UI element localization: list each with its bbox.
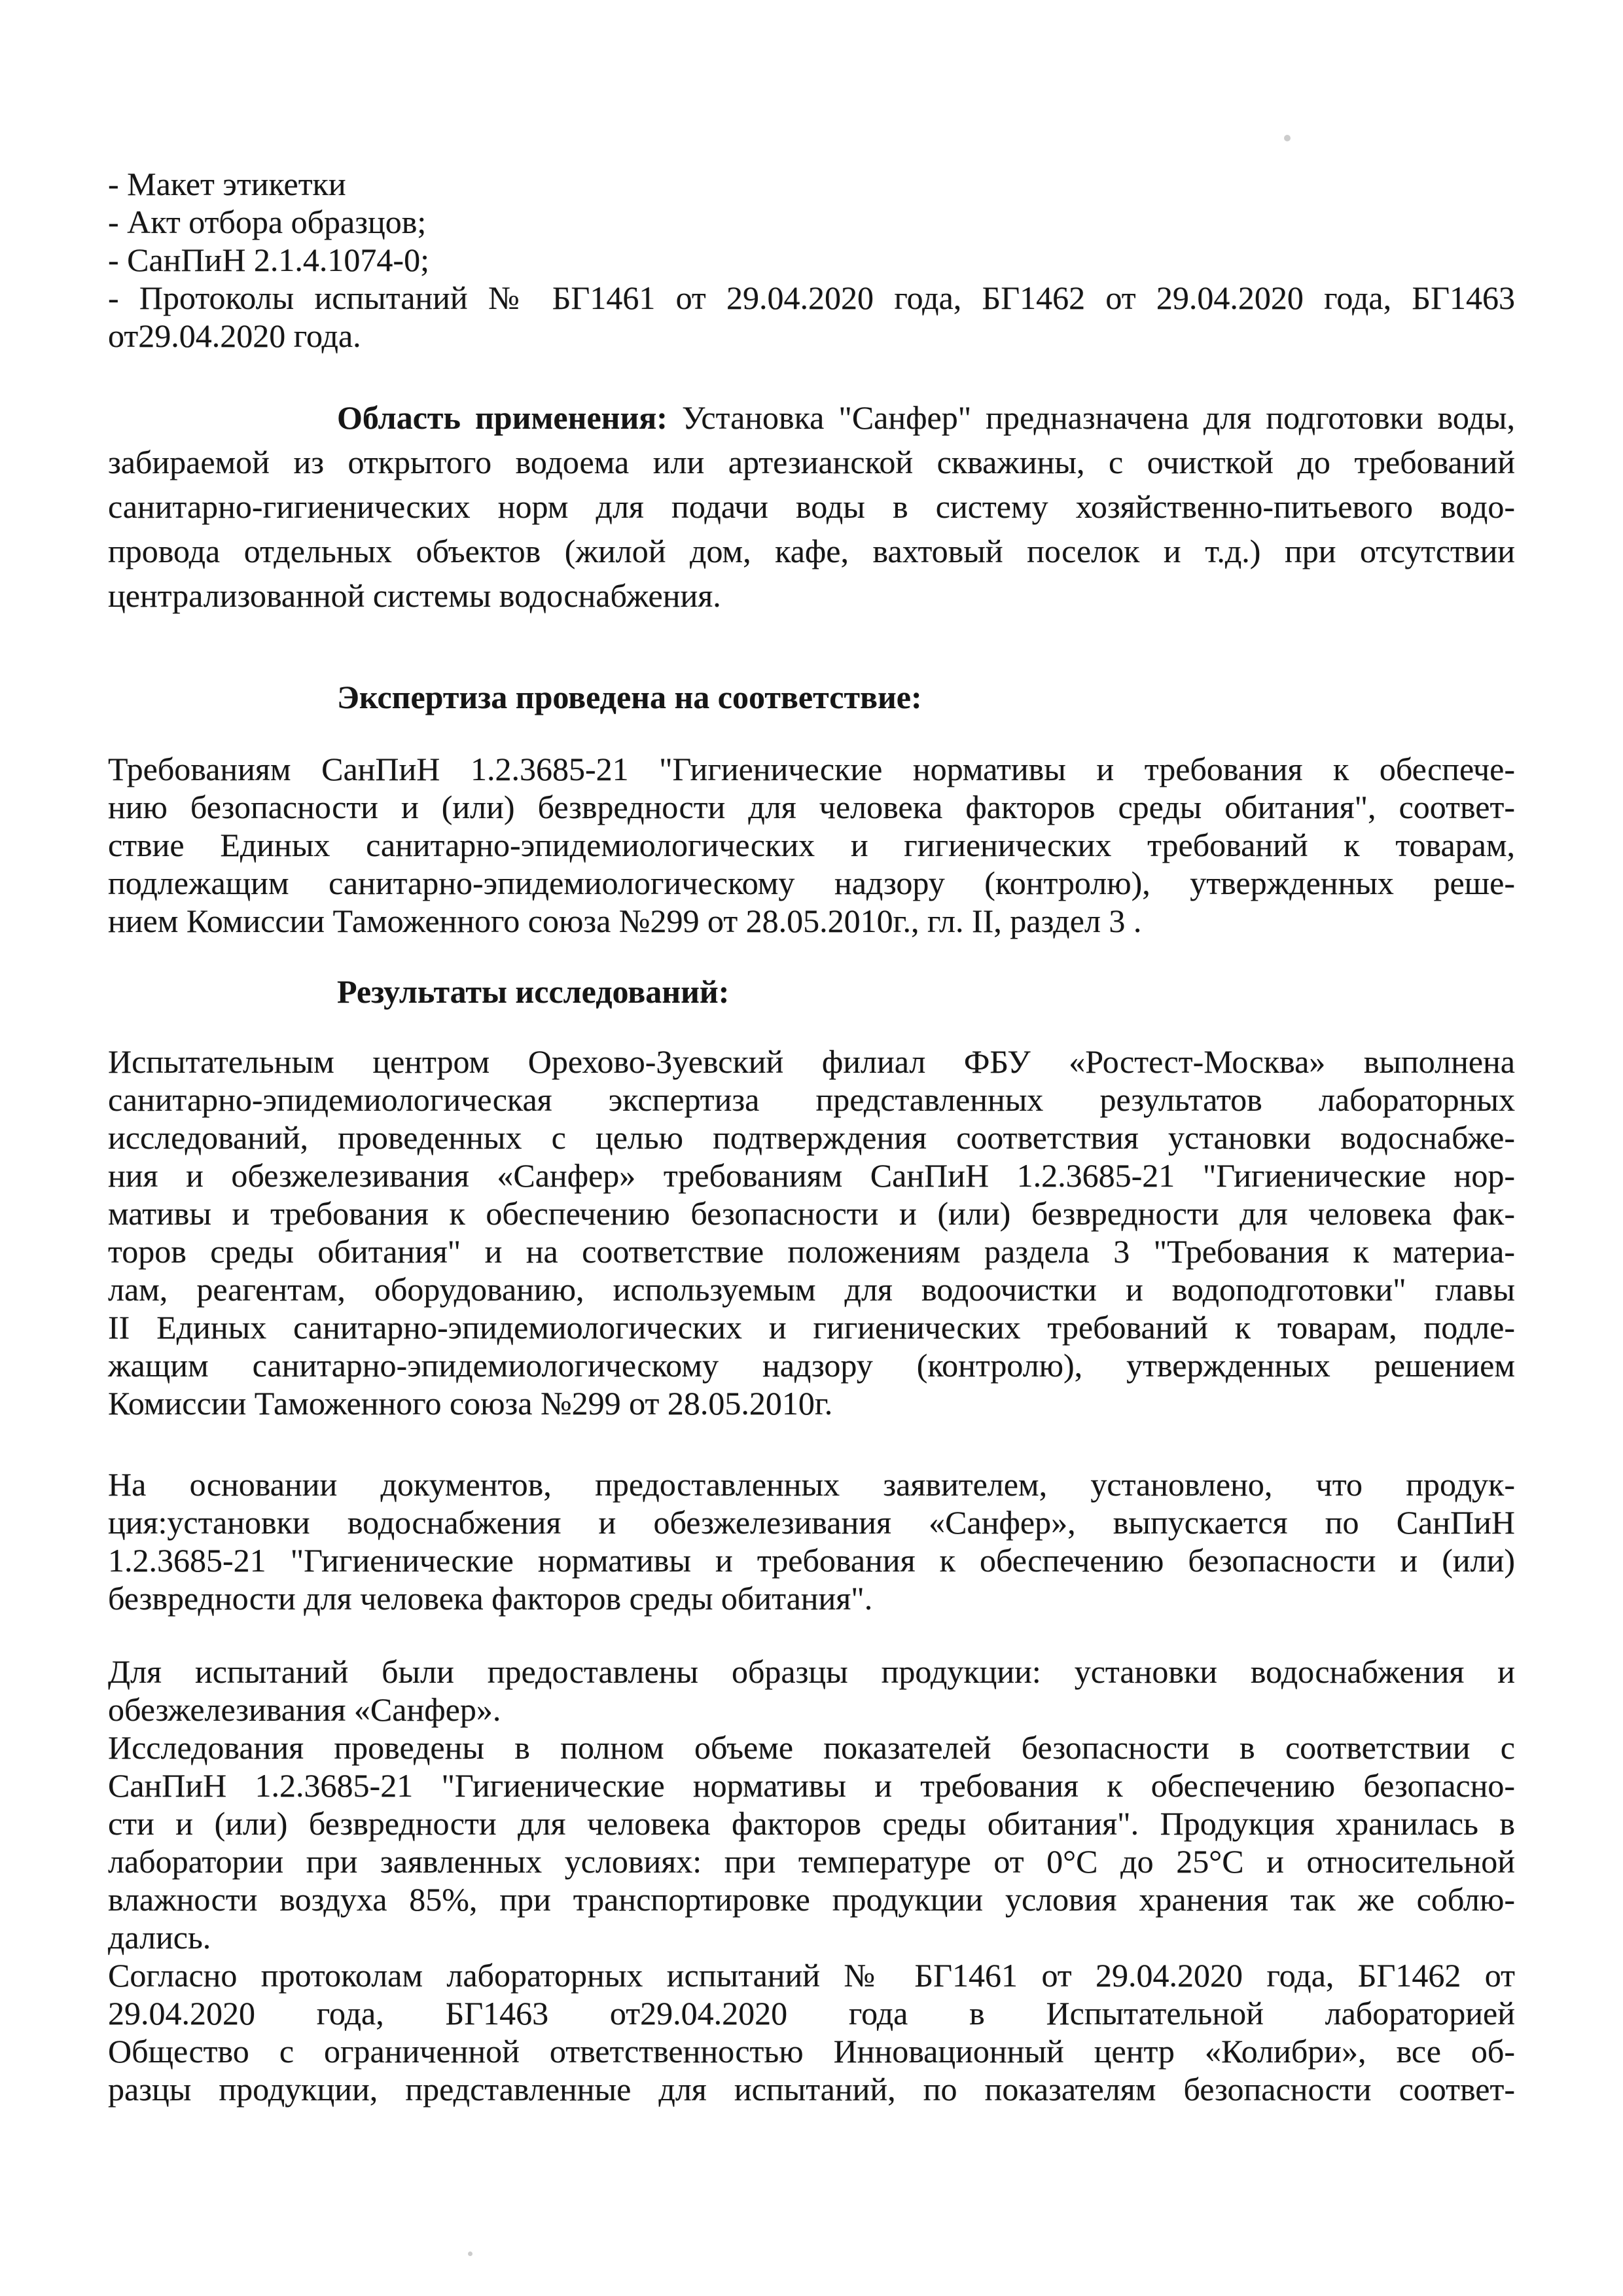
results-paragraph-line: II Единых санитарно-эпидемиологических и гигиенических требований к товарам, подле- [108,1309,1515,1346]
results-heading-line: Результаты исследований: [337,973,730,1010]
results-paragraph-line: исследований, проведенных с целью подтверждения соответствия установки водоснабже- [108,1119,1515,1156]
text-block-results-heading [108,973,1515,1011]
compliance-paragraph-line: ствие Единых санитарно-эпидемиологических и гигиенических требований к товарам, [108,827,1515,863]
results-paragraph-line: Испытательным центром Орехово-Зуевский филиал ФБУ «Ростест-Москва» выполнена [108,1043,1515,1080]
compliance-paragraph-line: нием Комиссии Таможенного союза №299 от 28.05.2010г., гл. II, раздел 3 . [108,903,1142,939]
results-paragraph-line: жащим санитарно-эпидемиологическому надзору (контролю), утвержденных решением [108,1347,1515,1384]
text-block-expertise-heading [108,678,1515,716]
results-paragraph-line: ния и обезжелезивания «Санфер» требованиям СанПиН 1.2.3685-21 "Гигиенические нор- [108,1157,1515,1194]
protocols-paragraph-line: 29.04.2020 года, БГ1463 от29.04.2020 года в Испытательной лабораторией [108,1995,1515,2032]
text-block-samples-paragraph [108,1653,1515,1729]
expertise-heading-line: Экспертиза проведена на соответствие: [337,679,922,715]
research-paragraph-line: Исследования проведены в полном объеме показателей безопасности в соответствии с [108,1729,1515,1766]
basis-paragraph-line: На основании документов, предоставленных заявителем, установлено, что продук- [108,1466,1515,1503]
basis-paragraph-line: ция:установки водоснабжения и обезжелезивания «Санфер», выпускается по СанПиН [108,1504,1515,1541]
basis-paragraph-line: 1.2.3685-21 "Гигиенические нормативы и требования к обеспечению безопасности и (или) [108,1542,1515,1579]
scope-paragraph-line: забираемой из открытого водоема или артезианской скважины, с очисткой до требований [108,444,1515,480]
scope-paragraph-line: провода отдельных объектов (жилой дом, кафе, вахтовый поселок и т.д.) при отсутствии [108,533,1515,569]
compliance-paragraph-line: подлежащим санитарно-эпидемиологическому надзору (контролю), утвержденных реше- [108,865,1515,901]
text-block-results-paragraph [108,1043,1515,1422]
text-block-attachment-item-4 [108,279,1515,355]
text-block-attachment-item-3 [108,241,1515,279]
text-block-attachment-item-2 [108,203,1515,241]
compliance-paragraph-line: нию безопасности и (или) безвредности для человека факторов среды обитания", соответ- [108,789,1515,825]
results-paragraph-line: Комиссии Таможенного союза №299 от 28.05.2010г. [108,1385,833,1422]
results-paragraph-line: санитарно-эпидемиологическая экспертиза представленных результатов лабораторных [108,1081,1515,1118]
scope-paragraph-line: санитарно-гигиенических норм для подачи воды в систему хозяйственно-питьевого водо- [108,488,1515,525]
text-block-compliance-paragraph [108,750,1515,940]
protocols-paragraph-line: Согласно протоколам лабораторных испытаний № БГ1461 от 29.04.2020 года, БГ1462 от [108,1957,1515,1994]
research-paragraph-line: лаборатории при заявленных условиях: при температуре от 0°С до 25°С и относительной [108,1843,1515,1880]
text-block-attachment-item-1 [108,165,1515,203]
attachment-item-4-line: от29.04.2020 года. [108,317,361,354]
results-paragraph-line: торов среды обитания" и на соответствие положениям раздела 3 "Требования к материа- [108,1233,1515,1270]
scan-speck [1284,135,1291,141]
basis-paragraph-line: безвредности для человека факторов среды обитания". [108,1580,873,1617]
text-block-research-paragraph [108,1729,1515,1956]
text-block-scope-paragraph [108,395,1515,618]
research-paragraph-line: СанПиН 1.2.3685-21 "Гигиенические нормативы и требования к обеспечению безопасно- [108,1767,1515,1804]
research-paragraph-line: дались. [108,1919,211,1956]
samples-paragraph-line: обезжелезивания «Санфер». [108,1691,501,1728]
scan-speck [468,2251,473,2256]
protocols-paragraph-line: Общество с ограниченной ответственностью Инновационный центр «Колибри», все об- [108,2033,1515,2070]
research-paragraph-line: влажности воздуха 85%, при транспортировке продукции условия хранения так же соблю- [108,1881,1515,1918]
attachment-item-4-line: - Протоколы испытаний № БГ1461 от 29.04.2020 года, БГ1462 от 29.04.2020 года, БГ1463 [108,279,1515,316]
text-block-basis-paragraph [108,1465,1515,1617]
attachment-item-1-line: - Макет этикетки [108,166,346,202]
scope-paragraph-line: Область применения: Установка "Санфер" предназначена для подготовки воды, [337,399,1515,436]
attachment-item-3-line: - СанПиН 2.1.4.1074-0; [108,242,429,278]
samples-paragraph-line: Для испытаний были предоставлены образцы продукции: установки водоснабжения и [108,1653,1515,1690]
compliance-paragraph-line: Требованиям СанПиН 1.2.3685-21 "Гигиенические нормативы и требования к обеспече- [108,751,1515,787]
bold-lead: Область применения: [337,399,668,436]
research-paragraph-line: сти и (или) безвредности для человека факторов среды обитания". Продукция хранилась в [108,1805,1515,1842]
document-body [108,165,1515,2108]
results-paragraph-line: мативы и требования к обеспечению безопасности и (или) безвредности для человека фак- [108,1195,1515,1232]
attachment-item-2-line: - Акт отбора образцов; [108,204,427,240]
protocols-paragraph-line: разцы продукции, представленные для испытаний, по показателям безопасности соответ- [108,2071,1515,2108]
scope-paragraph-line: централизованной системы водоснабжения. [108,577,721,614]
results-paragraph-line: лам, реагентам, оборудованию, используемым для водоочистки и водоподготовки" главы [108,1271,1515,1308]
text-block-protocols-paragraph [108,1956,1515,2108]
